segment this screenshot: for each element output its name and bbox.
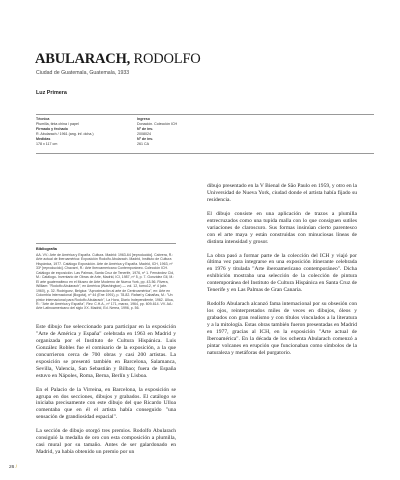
details-top-rule <box>36 114 374 115</box>
bibliography-heading: Bibliografía <box>36 247 57 251</box>
detail-key: Medidas <box>36 136 51 141</box>
bibliography-entries: AA. VV.: Arte de América y España. Cultura. Madrid: 1963-64 [reproducido]. Cabrera, R.: Arte actual de Iberoamérica: Exposición Rodolfo Abularach. Madrid, Instituto de Cultura Hispánica, 1977. Catálogo Exposición. Arte de América y España. Madrid, ICH, 1963, nº 33º [reproducido]. Chavarri, R.: Arte Iberoamericano Contemporáneo. Colección ICH. Catálogo de exposición. Las Palmas, Santa Cruz de Tenerife, 1976, nº 1. Fernández Cid, M.: Catálogo- Inventario de Obras de Arte, Madrid, ICI, 1987, nº 5, p. 7. González Gil, M.: El arte guatemalteco en el Museo de Arte Moderno de Nueva York, pp. 43-56. Rivera, William: "Rodolfo Abularach", en América (Washington) — vol. 12, tomo12, nº 4 (abr. 1960), p. 32. Rodríguez, Belgica: "Aproximación al arte de Centroamérica", en: Arte en Colombia Internacional (Bogotá), nº 44 (Ene 1991), p. 78-82. Rafael y Cabañas, M.: "Un pintor internacional para Rodolfo Abularach", La Hora, Diario Independiente, 1962. Ulloa, R.: "Arte de América y España", Rev. C.H.A., nº 171, marzo, 1964, pp. 609-614. VV. AA.: Arte Latinoamericano del siglo XX. Madrid, Ed. Nerea, 1996, p. 56. <box>36 253 175 311</box>
detail-value: R. Abularach / 1961 (ang. inf. dcha.) <box>36 131 94 136</box>
details-right-column <box>137 117 257 146</box>
artist-birth-info: Ciudad de Guatemala, Guatemala, 1933 <box>36 70 130 76</box>
detail-key: Ingreso <box>137 117 150 121</box>
artist-name <box>35 51 201 68</box>
body-right-column <box>207 183 357 357</box>
body-paragraph: dibujo presentado en la V Bienal de São Paulo en 1959, y otro en la Universidad de Nueva York, ciudad donde el artista había fijado su residencia. <box>207 183 357 203</box>
detail-value: Donación. Colección ICH <box>137 121 178 126</box>
bibliography-text <box>36 253 176 311</box>
page-number-value: 26 <box>9 465 15 470</box>
artist-last-name: ABULARACH, <box>35 51 131 67</box>
body-paragraph: La obra pasó a formar parte de la colección del ICH y viajó por última vez para integrarse en una exposición itinerante celebrada en 1976 y titulada "Arte iberoamericano contemporáneo". Dicha exhibición mostraba una selección de la colección de pintura contemporánea del Instituto de Cultura Hispánica en Santa Cruz de Tenerife y en Las Palmas de Gran Canaria. <box>207 252 357 294</box>
detail-value: 2008024 <box>137 131 151 136</box>
page-number-separator: / <box>14 465 18 470</box>
body-paragraph: En el Palacio de la Virreina, en Barcelona, la exposición se agrupa en dos secciones, dibujos y grabados. El catálogo se iniciaba precisamente con este dibujo del que Ricardo Ulloa comentaba que en él el artista había conseguido "una sensación de grandiosidad espacial". <box>36 386 176 421</box>
detail-value: 261 CA <box>137 141 149 146</box>
artwork-title: Luz Primera <box>36 90 67 96</box>
detail-key: Firmado y fechado <box>36 126 68 131</box>
detail-value: Plumilla, tinta china / papel <box>36 121 79 126</box>
details-bottom-rule <box>36 153 374 154</box>
body-paragraph: Rodolfo Abularach alcanzó fama internacional por su obsesión con los ojos, reinterpretados miles de veces en dibujos, óleos y grabados con gran realismo y con títulos vinculados a la literatura y a la mitología. Estas obras también fueron presentadas en Madrid en 1977, gracias al ICH, en la exposición "Arte actual de Iberoamérica". En la década de los ochenta Abularach comenzó a pintar volcanes en erupción que funcionaban como símbolos de la naturaleza y metáforas del purgatorio. <box>207 301 357 356</box>
body-left-column <box>36 324 176 456</box>
body-paragraph: La sección de dibujo otorgó tres premios. Rodolfo Abularach consiguió la medalla de oro con esta composición a plumilla, casi mural por su tamaño. Antes de ser galardonado en Madrid, ya había obtenido un premio por un <box>36 428 176 456</box>
detail-key: Nº de inv. <box>137 126 154 131</box>
artist-first-name: RODOLFO <box>130 51 201 67</box>
detail-value: 178 x 117 cm <box>36 141 58 146</box>
detail-key: Nº de inv. <box>137 136 154 141</box>
page-number <box>9 465 17 470</box>
detail-key: Técnica <box>36 117 50 121</box>
body-paragraph: Este dibujo fue seleccionado para participar en la exposición "Arte de América y España" celebrada en 1963 en Madrid y organizada por el Instituto de Cultura Hispánica. Luis González Robles fue el comisario de la exposición, a la que concurrieron cerca de 700 obras y casi 200 artistas. La exposición se presentó también en Barcelona, Salamanca, Sevilla, Valencia, San Sebastián y Bilbao; fuera de España estuvo en Nápoles, Roma, Berna, Berlín y Lisboa. <box>36 324 176 379</box>
bibliography-rule <box>36 243 176 244</box>
body-paragraph: El dibujo consiste en una aplicación de trazos a plumilla entrecruzados como una tupida malla con lo que consiguen sutiles variaciones de claroscuro. Sus formas insinúan cierto parentesco con el arte maya y están construidas con minuciosas líneas de distinta intensidad y grosor. <box>207 210 357 245</box>
